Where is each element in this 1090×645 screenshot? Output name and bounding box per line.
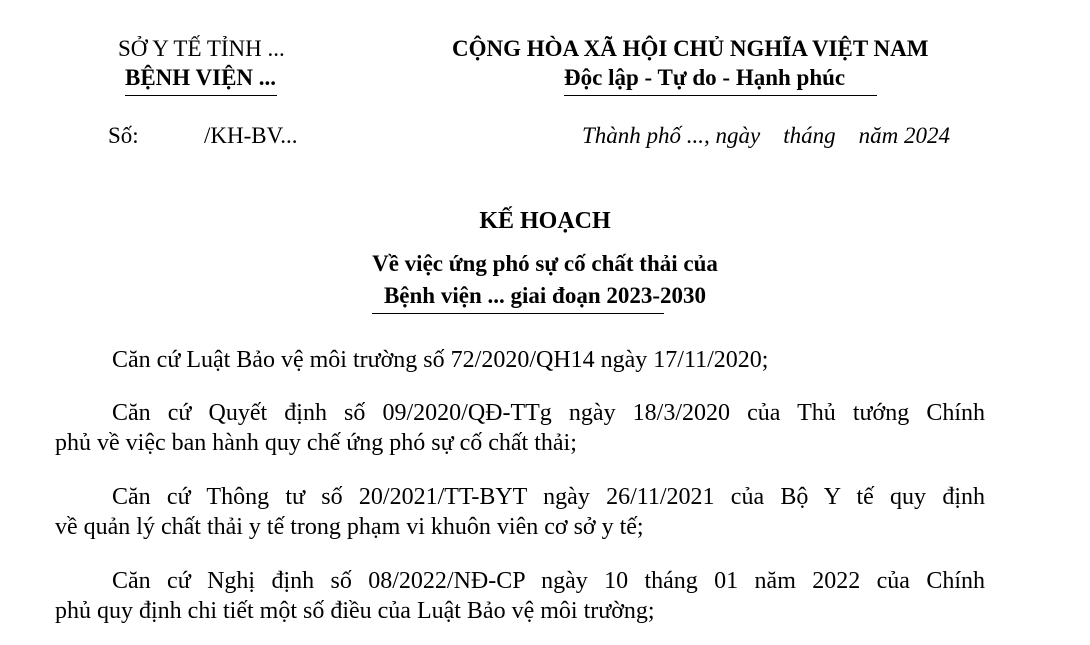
paragraph-line: phủ quy định chi tiết một số điều của Luật Bảo vệ môi trường; [55, 598, 655, 624]
document-subtitle-line2: Bệnh viện ... giai đoạn 2023-2030 [383, 283, 707, 308]
national-motto-underline [564, 95, 877, 96]
paragraph-line: Căn cứ Quyết định số 09/2020/QĐ-TTg ngày 18/3/2020 của Thủ tướng Chính [112, 400, 985, 426]
hospital-name-underline [125, 95, 277, 96]
national-motto: Độc lập - Tự do - Hạnh phúc [564, 65, 846, 90]
document-title: KẾ HOẠCH [479, 208, 611, 234]
paragraph-line: phủ về việc ban hành quy chế ứng phó sự cố chất thải; [55, 430, 577, 456]
document-subtitle-line1: Về việc ứng phó sự cố chất thải của [372, 251, 718, 276]
place-and-date: Thành phố ..., ngày tháng năm 2024 [582, 123, 950, 148]
document-number-label: Số: [108, 123, 139, 148]
hospital-name: BỆNH VIỆN ... [125, 65, 277, 90]
paragraph-line: Căn cứ Nghị định số 08/2022/NĐ-CP ngày 10 tháng 01 năm 2022 của Chính [112, 568, 985, 594]
paragraph-line: Căn cứ Luật Bảo vệ môi trường số 72/2020/QH14 ngày 17/11/2020; [112, 347, 769, 373]
national-title: CỘNG HÒA XÃ HỘI CHỦ NGHĨA VIỆT NAM [452, 36, 929, 61]
legal-basis-paragraph-4 [55, 566, 985, 626]
paragraph-line: về quản lý chất thải y tế trong phạm vi khuôn viên cơ sở y tế; [55, 514, 644, 540]
legal-basis-paragraph-1 [55, 345, 985, 375]
legal-basis-paragraph-3 [55, 482, 985, 542]
title-underline [372, 313, 664, 314]
department-name: SỞ Y TẾ TỈNH ... [118, 36, 285, 61]
document-number-value: /KH-BV... [204, 123, 298, 148]
legal-basis-paragraph-2 [55, 398, 985, 458]
paragraph-line: Căn cứ Thông tư số 20/2021/TT-BYT ngày 26/11/2021 của Bộ Y tế quy định [112, 484, 985, 510]
